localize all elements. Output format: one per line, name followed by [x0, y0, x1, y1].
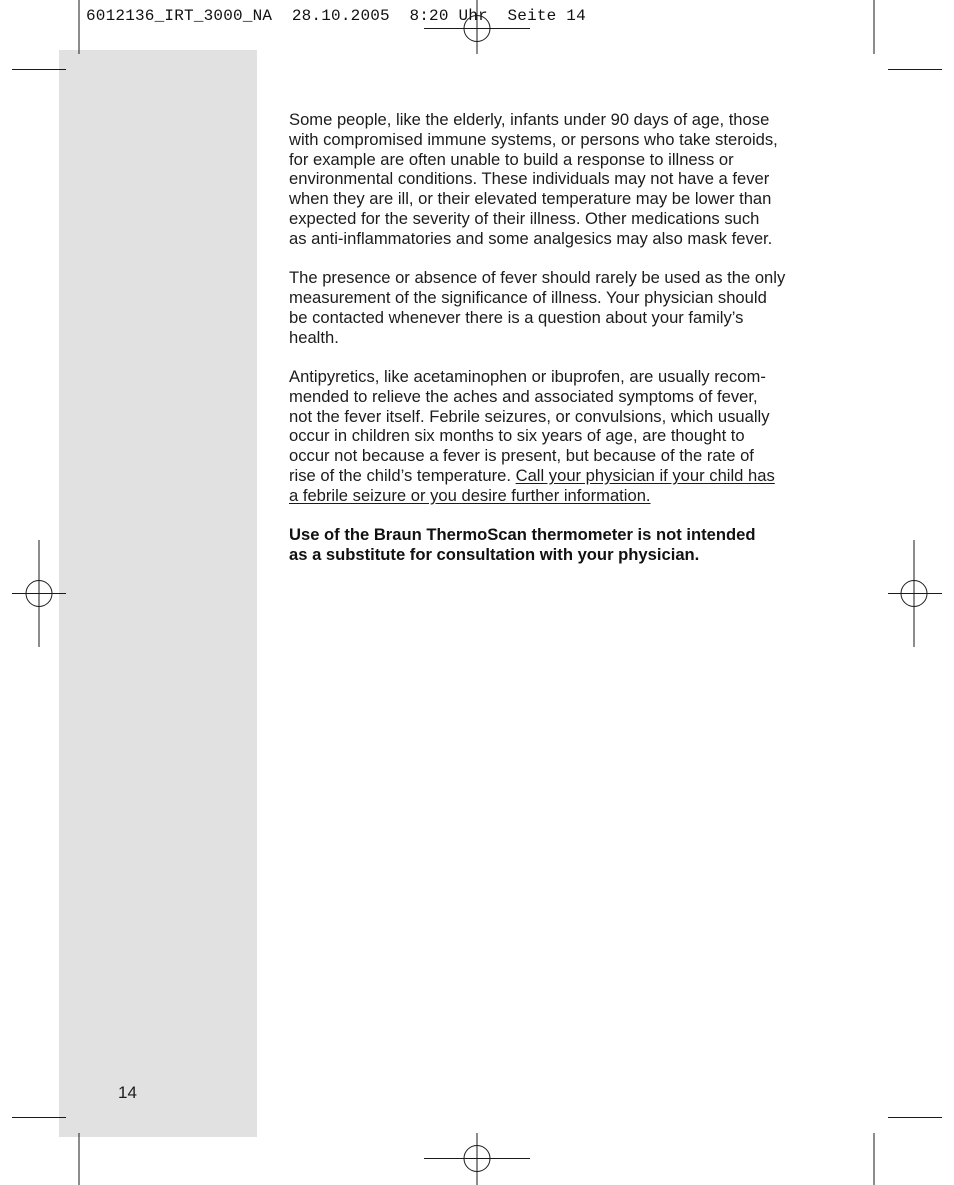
text-line: occur in children six months to six years of age, are thought to: [289, 426, 745, 446]
text-line: with compromised immune systems, or persons who take steroids,: [289, 129, 778, 149]
underlined-advice: Call your physician if your child has: [515, 465, 775, 485]
text-line: mended to relieve the aches and associated symptoms of fever,: [289, 386, 758, 406]
text-line: The presence or absence of fever should rarely be used as the only: [289, 268, 786, 288]
text-line: as a substitute for consultation with your physician.: [289, 544, 700, 564]
text-line: environmental conditions. These individuals may not have a fever: [289, 169, 770, 189]
text-line: rise of the child’s temperature.: [289, 465, 516, 485]
text-line: measurement of the significance of illness. Your physician should: [289, 287, 767, 307]
text-line: for example are often unable to build a response to illness or: [289, 149, 734, 169]
text-line: Some people, like the elderly, infants under 90 days of age, those: [289, 110, 770, 129]
paragraph-antipyretics: [289, 367, 819, 506]
text-line: as anti-inflammatories and some analgesics may also mask fever.: [289, 228, 773, 248]
main-text: [289, 110, 819, 584]
page-number: 14: [118, 1083, 137, 1102]
text-line: occur not because a fever is present, but because of the rate of: [289, 446, 754, 466]
text-line: health.: [289, 327, 339, 347]
underlined-advice: a febrile seizure or you desire further information.: [289, 485, 651, 505]
text-line: Use of the Braun ThermoScan thermometer is not intended: [289, 525, 756, 545]
paragraph-disclaimer: [289, 525, 819, 565]
paragraph-presence-of-fever: [289, 268, 819, 347]
print-slug-line: 6012136_IRT_3000_NA 28.10.2005 8:20 Uhr Seite 14: [86, 7, 586, 25]
text-line: not the fever itself. Febrile seizures, or convulsions, which usually: [289, 406, 770, 426]
text-line: when they are ill, or their elevated temperature may be lower than: [289, 189, 772, 209]
paragraph-elderly-infants: [289, 110, 819, 249]
text-line: Antipyretics, like acetaminophen or ibuprofen, are usually recom-: [289, 366, 766, 386]
text-line: expected for the severity of their illness. Other medications such: [289, 208, 760, 228]
text-line: be contacted whenever there is a question about your family’s: [289, 307, 744, 327]
